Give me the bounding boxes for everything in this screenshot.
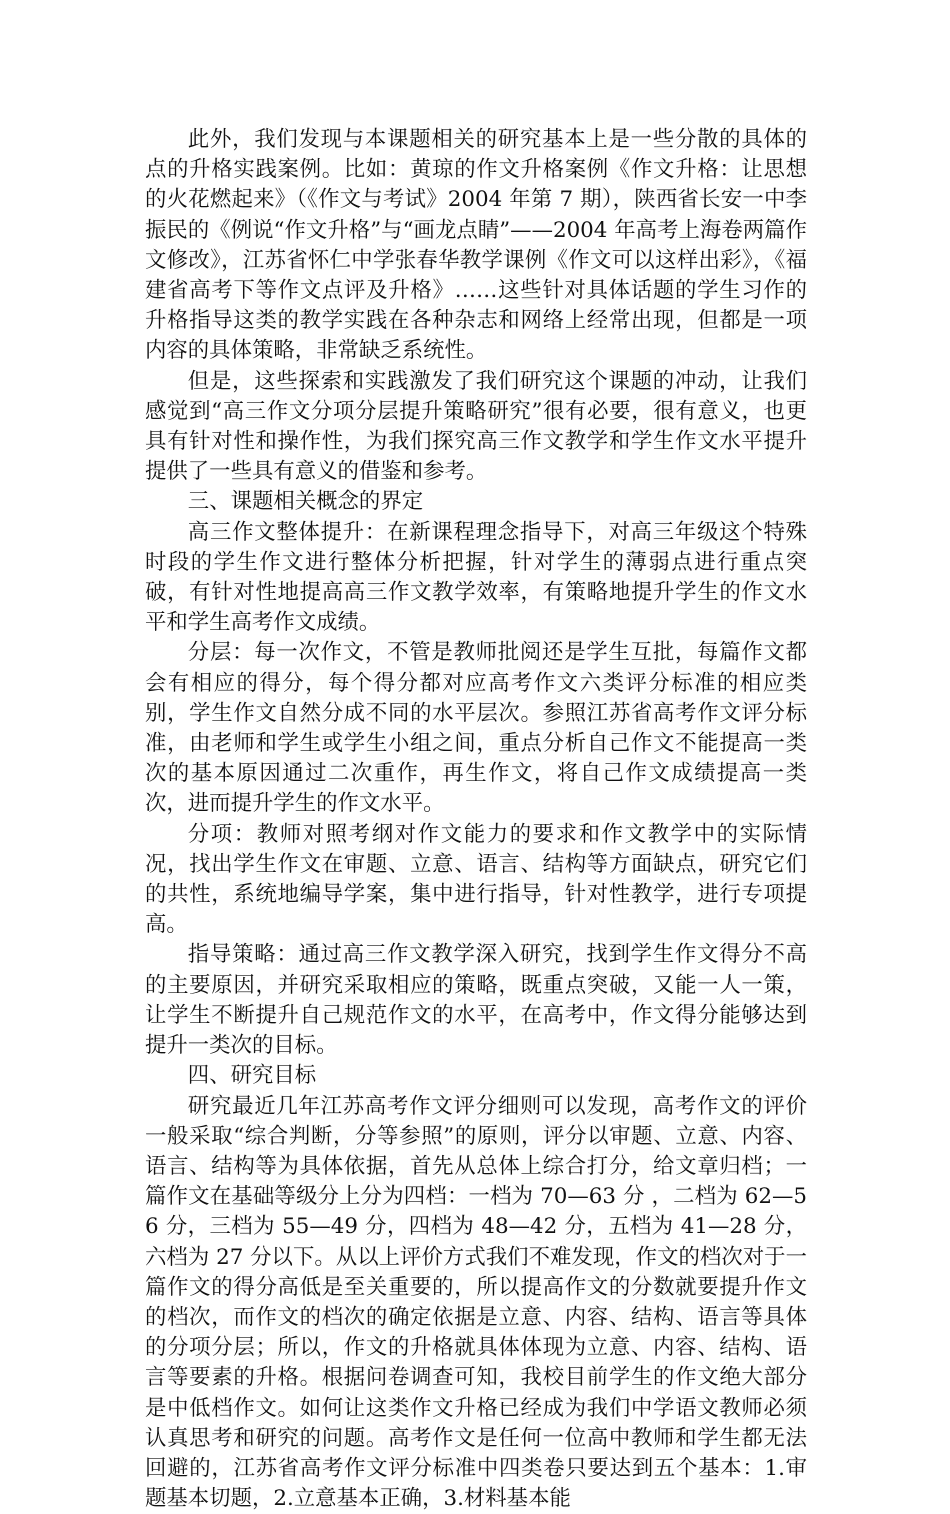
- paragraph-case-studies: 此外，我们发现与本课题相关的研究基本上是一些分散的具体的点的升格实践案例。比如：黄琼的作文升格案例《作文升格：让思想的火花燃起来》（《作文与考试》2004 年第 7 期），陕西省长安一中李振民的《例说“作文升格”与“画龙点睛”——2004 年高考上海卷两篇作文修改》，江苏省怀仁中学张春华教学课例《作文可以这样出彩》，《福建省高考下等作文点评及升格》……这些针对具体话题的学生习作的升格指导这类的教学实践在各种杂志和网络上经常出现，但都是一项内容的具体策略，非常缺乏系统性。: [145, 125, 807, 367]
- section-heading-goals: 四、研究目标: [145, 1061, 807, 1091]
- paragraph-definition-itemized: 分项：教师对照考纲对作文能力的要求和作文教学中的实际情况，找出学生作文在审题、立意、语言、结构等方面缺点，研究它们的共性，系统地编导学案，集中进行指导，针对性教学，进行专项提高。: [145, 820, 807, 941]
- paragraph-definition-strategy: 指导策略：通过高三作文教学深入研究，找到学生作文得分不高的主要原因，并研究采取相应的策略，既重点突破，又能一人一策，让学生不断提升自己规范作文的水平，在高考中，作文得分能够达到提升一类次的目标。: [145, 940, 807, 1061]
- paragraph-research-goals: 研究最近几年江苏高考作文评分细则可以发现，高考作文的评价一般采取“综合判断，分等参照”的原则，评分以审题、立意、内容、语言、结构等为具体依据，首先从总体上综合打分，给文章归档；一篇作文在基础等级分上分为四档：一档为 70—63 分 ，二档为 62—56 分，三档为 55—49 分，四档为 48—42 分，五档为 41—28 分，六档为 27 分以下。从以上评价方式我们不难发现，作文的档次对于一篇作文的得分高低是至关重要的，所以提高作文的分数就要提升作文的档次，而作文的档次的确定依据是立意、内容、结构、语言等具体的分项分层；所以，作文的升格就具体体现为立意、内容、结构、语言等要素的升格。根据问卷调查可知，我校目前学生的作文绝大部分是中低档作文。如何让这类作文升格已经成为我们中学语文教师必须认真思考和研究的问题。高考作文是任何一位高中教师和学生都无法回避的，江苏省高考作文评分标准中四类卷只要达到五个基本：1.审题基本切题，2.立意基本正确，3.材料基本能: [145, 1092, 807, 1514]
- document-body: [145, 125, 807, 1514]
- paragraph-motivation: 但是，这些探索和实践激发了我们研究这个课题的冲动，让我们感觉到“高三作文分项分层提升策略研究”很有必要，很有意义，也更具有针对性和操作性，为我们探究高三作文教学和学生作文水平提升提供了一些具有意义的借鉴和参考。: [145, 367, 807, 488]
- paragraph-definition-overall: 高三作文整体提升：在新课程理念指导下，对高三年级这个特殊时段的学生作文进行整体分析把握，针对学生的薄弱点进行重点突破，有针对性地提高高三作文教学效率，有策略地提升学生的作文水平和学生高考作文成绩。: [145, 518, 807, 639]
- paragraph-definition-layering: 分层：每一次作文，不管是教师批阅还是学生互批，每篇作文都会有相应的得分，每个得分都对应高考作文六类评分标准的相应类别，学生作文自然分成不同的水平层次。参照江苏省高考作文评分标准，由老师和学生或学生小组之间，重点分析自己作文不能提高一类次的基本原因通过二次重作，再生作文，将自己作文成绩提高一类次，进而提升学生的作文水平。: [145, 638, 807, 819]
- section-heading-concepts: 三、课题相关概念的界定: [145, 487, 807, 517]
